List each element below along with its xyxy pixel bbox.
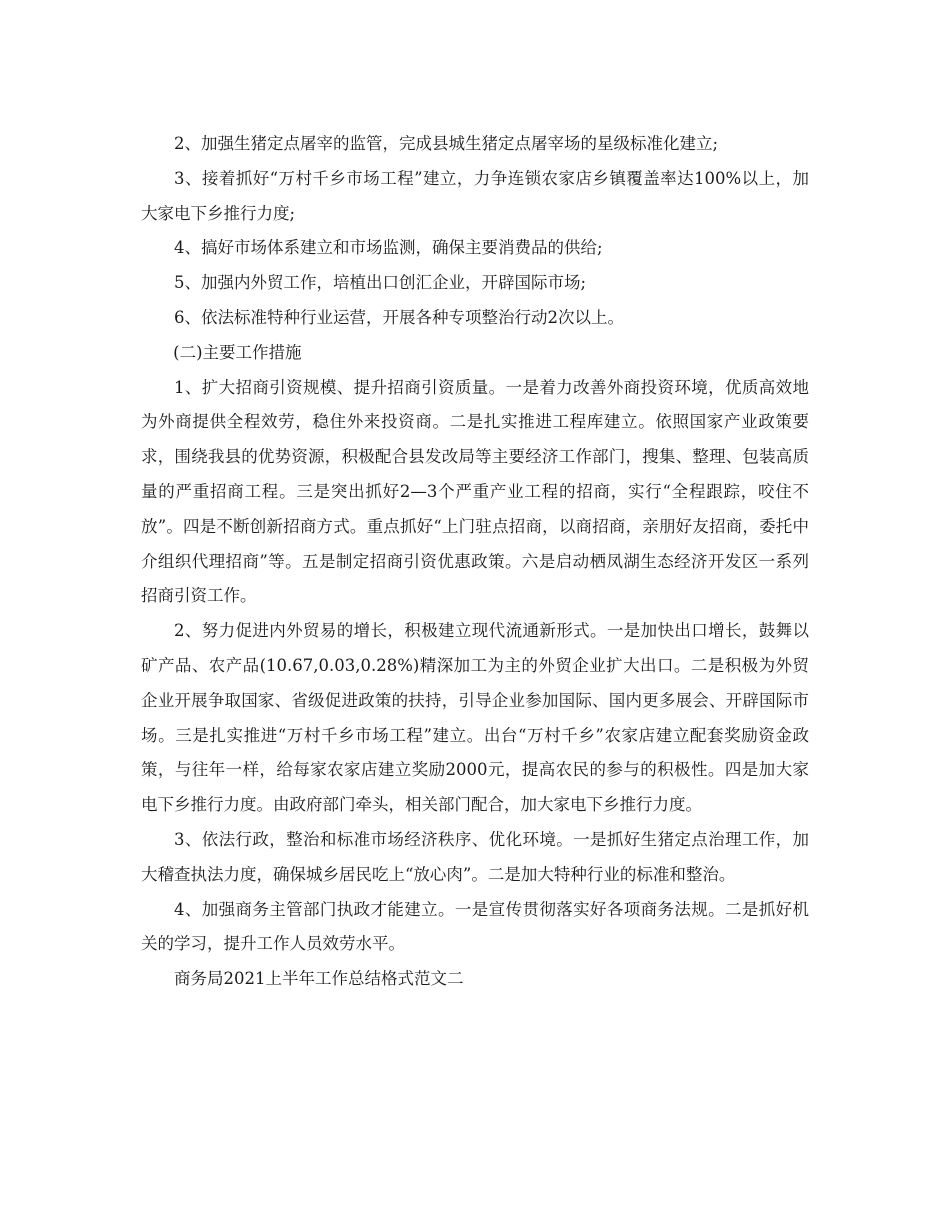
- section-heading-measures: (二)主要工作措施: [173, 342, 302, 362]
- paragraph-item-2-slaughter: 2、加强生猪定点屠宰的监管，完成县城生猪定点屠宰场的星级标准化建立;: [174, 134, 719, 153]
- next-document-title: 商务局2021上半年工作总结格式范文二: [174, 969, 464, 989]
- paragraph-measure-3-administration: 3、依法行政，整治和标准市场经济秩序、优化环境。一是抓好生猪定点治理工作，加大稽查执法力度，确保城乡居民吃上“放心肉”。二是加大特种行业的标准和整治。: [141, 829, 809, 884]
- paragraph-measure-2-trade-growth: 2、努力促进内外贸易的增长，积极建立现代流通新形式。一是加快出口增长，鼓舞以矿产品、农产品(10.67,0.03,0.28%)精深加工为主的外贸企业扩大出口。二是积极为外贸企业开展争取国家、省级促进政策的扶持，引导企业参加国际、国内更多展会、开辟国际市场。三是扎实推进“万村千乡市场工程”建立。出台“万村千乡”农家店建立配套奖励资金政策，与往年一样，给每家农家店建立奖励2000元，提高农民的参与的积极性。四是加大家电下乡推行力度。由政府部门牵头，相关部门配合，加大家电下乡推行力度。: [141, 621, 809, 815]
- paragraph-item-4-market-system: 4、搞好市场体系建立和市场监测，确保主要消费品的供给;: [174, 238, 603, 258]
- paragraph-item-6-special-industry: 6、依法标准特种行业运营，开展各种专项整治行动2次以上。: [174, 307, 624, 327]
- paragraph-item-3-market-project: 3、接着抓好“万村千乡市场工程”建立，力争连锁农家店乡镇覆盖率达100%以上，加大家电下乡推行力度;: [141, 168, 809, 223]
- document-body: [141, 127, 809, 997]
- paragraph-measure-4-capacity: 4、加强商务主管部门执政才能建立。一是宣传贯彻落实好各项商务法规。二是抓好机关的学习，提升工作人员效劳水平。: [141, 899, 809, 954]
- paragraph-measure-1-investment: 1、扩大招商引资规模、提升招商引资质量。一是着力改善外商投资环境，优质高效地为外商提供全程效劳，稳住外来投资商。二是扎实推进工程库建立。依照国家产业政策要求，围绕我县的优势资源，积极配合县发改局等主要经济工作部门，搜集、整理、包装高质量的严重招商工程。三是突出抓好2—3个严重产业工程的招商，实行“全程跟踪，咬住不放”。四是不断创新招商方式。重点抓好“上门驻点招商，以商招商，亲朋好友招商，委托中介组织代理招商”等。五是制定招商引资优惠政策。六是启动栖凤湖生态经济开发区一系列招商引资工作。: [141, 377, 809, 606]
- paragraph-item-5-trade: 5、加强内外贸工作，培植出口创汇企业，开辟国际市场;: [174, 273, 587, 293]
